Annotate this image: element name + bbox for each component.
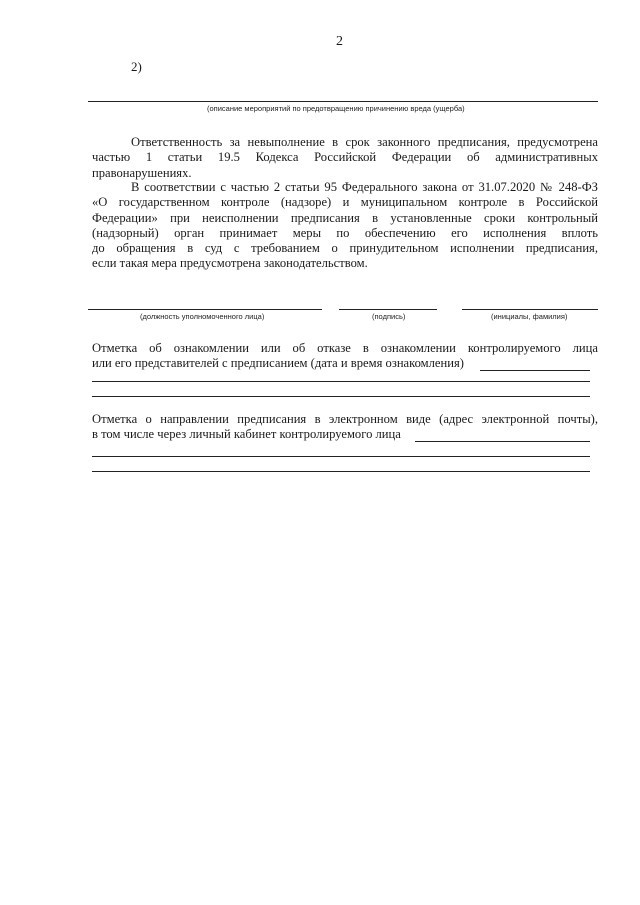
acknowledgement-blank-line[interactable] bbox=[92, 381, 590, 382]
acknowledgement-blank-line[interactable] bbox=[92, 396, 590, 397]
liability-line: частью 1 статьи 19.5 Кодекса Российской Федерации об административных bbox=[92, 150, 598, 165]
law-line: до обращения в суд с требованием о принудительном исполнении предписания, bbox=[92, 241, 598, 256]
measures-line bbox=[88, 101, 598, 102]
signature-caption: (подпись) bbox=[372, 312, 406, 321]
law-line: В соответствии с частью 2 статьи 95 Федерального закона от 31.07.2020 № 248-ФЗ bbox=[131, 180, 598, 194]
measures-caption: (описание мероприятий по предотвращению причинению вреда (ущерба) bbox=[207, 104, 465, 113]
name-caption: (инициалы, фамилия) bbox=[491, 312, 568, 321]
liability-line: правонарушениях. bbox=[92, 165, 192, 180]
name-line[interactable] bbox=[462, 309, 598, 310]
law-reference-paragraph bbox=[92, 180, 598, 272]
electronic-block bbox=[92, 412, 598, 443]
acknowledgement-line: Отметка об ознакомлении или об отказе в ознакомлении контролируемого лица bbox=[92, 341, 598, 355]
signature-line[interactable] bbox=[339, 309, 437, 310]
item-number: 2) bbox=[131, 59, 142, 74]
position-line[interactable] bbox=[88, 309, 322, 310]
acknowledgement-block bbox=[92, 341, 598, 372]
electronic-fill-line[interactable] bbox=[415, 441, 590, 442]
law-line: если такая мера предусмотрена законодательством. bbox=[92, 256, 368, 271]
electronic-line: в том числе через личный кабинет контролируемого лица bbox=[92, 427, 401, 442]
acknowledgement-line: или его представителей с предписанием (дата и время ознакомления) bbox=[92, 356, 464, 371]
acknowledgement-fill-line[interactable] bbox=[480, 370, 590, 371]
liability-paragraph bbox=[92, 135, 598, 181]
electronic-line: Отметка о направлении предписания в электронном виде (адрес электронной почты), bbox=[92, 412, 598, 426]
law-line: «О государственном контроле (надзоре) и муниципальном контроле в Российской bbox=[92, 195, 598, 210]
law-line: Федерации» при неисполнении предписания в установленные сроки контрольный bbox=[92, 210, 598, 225]
electronic-blank-line[interactable] bbox=[92, 456, 590, 457]
electronic-blank-line[interactable] bbox=[92, 471, 590, 472]
page-number: 2 bbox=[336, 34, 343, 49]
law-line: (надзорный) орган принимает меры по обеспечению его исполнения вплоть bbox=[92, 225, 598, 240]
liability-line: Ответственность за невыполнение в срок законного предписания, предусмотрена bbox=[131, 135, 598, 149]
position-caption: (должность уполномоченного лица) bbox=[140, 312, 265, 321]
